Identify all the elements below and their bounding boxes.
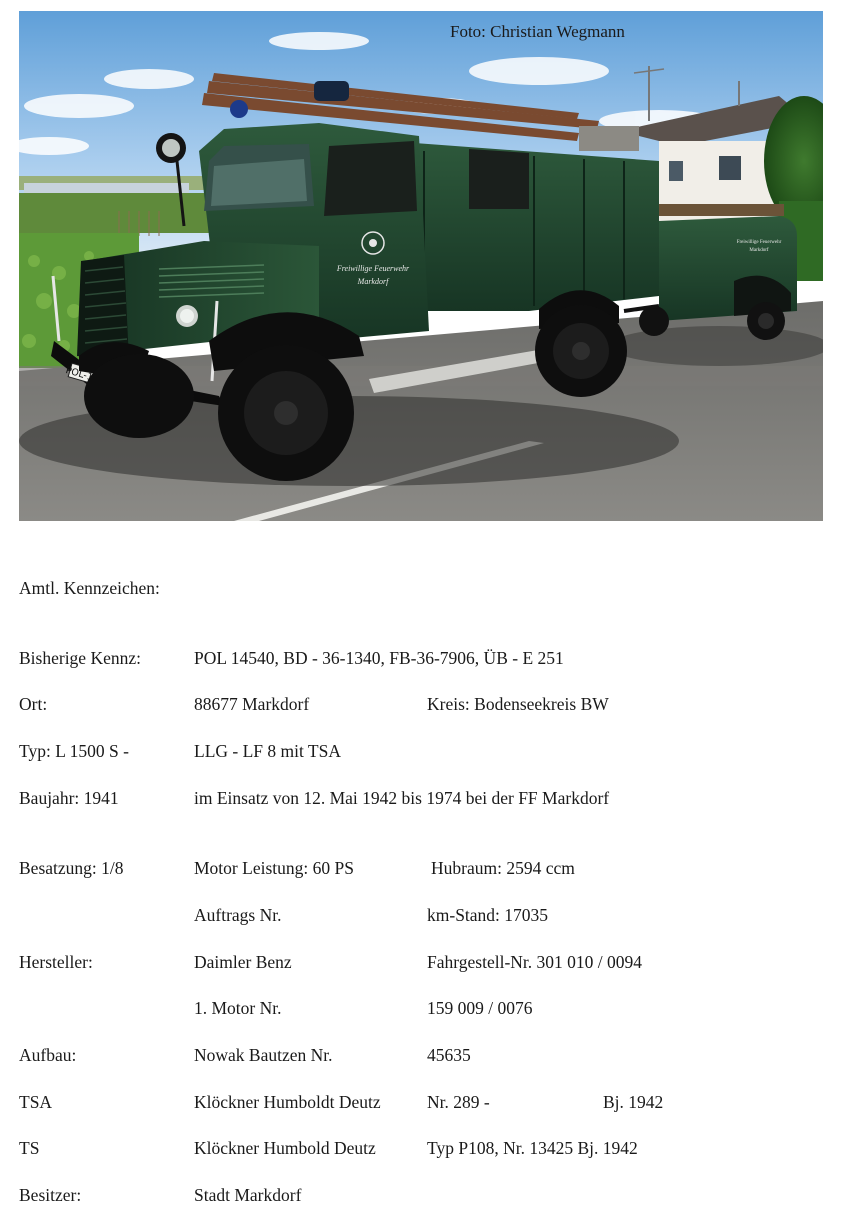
motor-leistung: Motor Leistung: 60 PS bbox=[194, 858, 354, 878]
motor-nr-value: 159 009 / 0076 bbox=[427, 998, 533, 1018]
aufbau-nr: 45635 bbox=[427, 1045, 471, 1065]
hersteller-label: Hersteller: bbox=[19, 952, 93, 972]
trailer-label-2: Markdorf bbox=[749, 248, 769, 253]
besitzer-value: Stadt Markdorf bbox=[194, 1185, 302, 1205]
trailer-label-1: Freiwillige Feuerwehr bbox=[736, 240, 782, 245]
besitzer-label: Besitzer: bbox=[19, 1185, 82, 1205]
kreis-value: Kreis: Bodenseekreis BW bbox=[427, 694, 609, 714]
bisherige-label: Bisherige Kennz: bbox=[19, 648, 141, 668]
fire-truck-illustration bbox=[19, 11, 823, 521]
ts-nr: Typ P108, Nr. 13425 Bj. 1942 bbox=[427, 1138, 638, 1158]
besatzung-label: Besatzung: 1/8 bbox=[19, 858, 124, 878]
einsatz-value: im Einsatz von 12. Mai 1942 bis 1974 bei der FF Markdorf bbox=[194, 788, 610, 808]
bisherige-value: POL 14540, BD - 36-1340, FB-36-7906, ÜB - E 251 bbox=[194, 648, 564, 668]
typ-value: LLG - LF 8 mit TSA bbox=[194, 741, 341, 761]
door-lettering-2: Markdorf bbox=[357, 277, 389, 286]
aufbau-label: Aufbau: bbox=[19, 1045, 77, 1065]
typ-label: Typ: L 1500 S - bbox=[19, 741, 129, 761]
aufbau-value: Nowak Bautzen Nr. bbox=[194, 1045, 333, 1065]
fahrgestell-nr: Fahrgestell-Nr. 301 010 / 0094 bbox=[427, 952, 643, 972]
hersteller-value: Daimler Benz bbox=[194, 952, 292, 972]
ts-label: TS bbox=[19, 1138, 40, 1158]
tsa-baujahr: Bj. 1942 bbox=[603, 1092, 664, 1112]
baujahr-label: Baujahr: 1941 bbox=[19, 788, 119, 808]
auftrags-label: Auftrags Nr. bbox=[194, 905, 282, 925]
photo-credit: Foto: Christian Wegmann bbox=[450, 22, 625, 41]
tsa-label: TSA bbox=[19, 1092, 53, 1112]
ts-value: Klöckner Humbold Deutz bbox=[194, 1138, 376, 1158]
tsa-value: Klöckner Humboldt Deutz bbox=[194, 1092, 381, 1112]
motor-nr-label: 1. Motor Nr. bbox=[194, 998, 282, 1018]
km-stand: km-Stand: 17035 bbox=[427, 905, 549, 925]
ort-label: Ort: bbox=[19, 694, 48, 714]
vehicle-photo bbox=[19, 11, 823, 521]
ort-value: 88677 Markdorf bbox=[194, 694, 310, 714]
door-lettering-1: Freiwillige Feuerwehr bbox=[336, 264, 410, 273]
tsa-nr: Nr. 289 - bbox=[427, 1092, 490, 1112]
hubraum: Hubraum: 2594 ccm bbox=[431, 858, 575, 878]
kennzeichen-label: Amtl. Kennzeichen: bbox=[19, 578, 160, 598]
